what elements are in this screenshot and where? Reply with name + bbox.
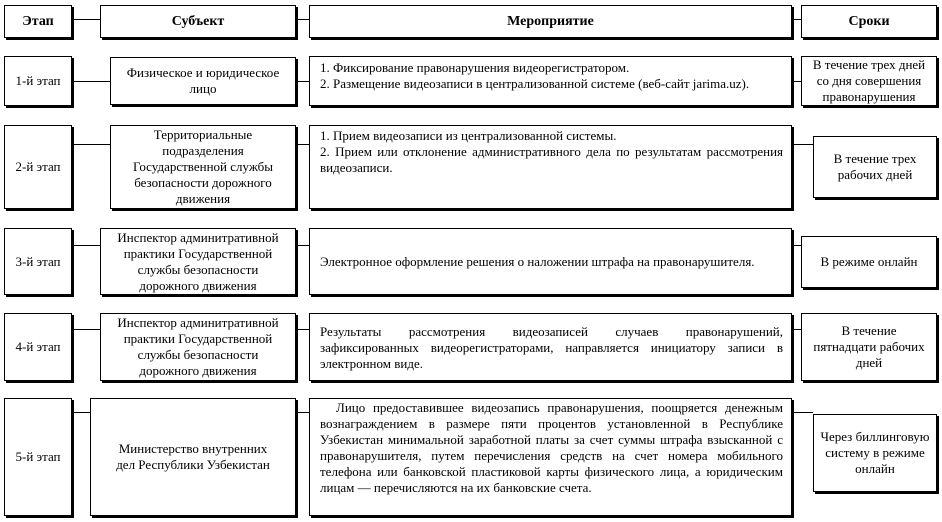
stage-label: 2-й этап: [15, 159, 61, 174]
subject-text: Территориальные подразделения Государственной службы безопасности дорожного движения: [132, 127, 273, 206]
row-connector: [74, 412, 90, 413]
measure-item: 2. Размещение видеозаписи в централизованной системе (веб-сайт jarima.uz).: [320, 76, 750, 91]
terms-text: В течение трех рабочих дней: [833, 151, 917, 182]
measure-cell: [309, 125, 792, 209]
row-connector: [74, 81, 110, 82]
header-measure: [309, 5, 792, 38]
row-connector: [74, 329, 100, 330]
measure-item: Электронное оформление решения о наложении штрафа на правонарушителя.: [320, 254, 755, 269]
measure-item: Лицо предоставившее видеозапись правонарушения, поощряется денежным вознаграждением в размере пяти процентов установленной в Республике Узбекистан минимальной заработной платы за счет суммы штрафа взысканной с правонарушителя, путем перечисления средств на счет номера мобильного телефона или банковской пластиковой карты физического лица, а юридическим лицам — перечисляются на их банковские счета.: [320, 400, 783, 495]
header-stage: [4, 5, 72, 38]
header-terms-label: Сроки: [848, 13, 890, 29]
header-subject: [100, 5, 296, 38]
terms-cell: [801, 313, 937, 381]
subject-cell: [100, 228, 296, 295]
measure-item: Результаты рассмотрения видеозаписей случаев правонарушений, зафиксированных видеорегистраторами, направляется инициатору записи в электронном виде.: [320, 323, 783, 371]
subject-text: Физическое и юридическое лицо: [126, 65, 280, 96]
subject-cell: [100, 313, 296, 381]
measure-cell: [309, 398, 792, 516]
header-subject-label: Субъект: [171, 13, 225, 29]
row-connector: [298, 329, 309, 330]
terms-cell: [813, 136, 937, 198]
header-connector: [298, 19, 309, 20]
stage-cell: [4, 125, 72, 209]
measure-cell: [309, 56, 792, 106]
header-connector: [794, 19, 801, 20]
row-connector: [794, 81, 801, 82]
stage-label: 3-й этап: [15, 253, 61, 269]
row-connector: [298, 245, 309, 246]
row-connector: [298, 144, 309, 145]
stage-label: 5-й этап: [15, 449, 61, 464]
measure-cell: [309, 228, 792, 295]
terms-text: В течение трех дней со дня совершения правонарушения: [812, 57, 926, 104]
row-connector: [794, 245, 801, 246]
subject-text: Министерство внутренних дел Республики Узбекистан: [116, 441, 270, 472]
subject-text: Инспектор админитративной практики Государственной службы безопасности дорожного движения: [117, 229, 279, 293]
header-stage-label: Этап: [22, 13, 54, 29]
measure-item: 1. Прием видеозаписи из централизованной системы.: [320, 128, 617, 143]
stage-cell: [4, 56, 72, 106]
terms-text: В течение пятнадцати рабочих дней: [813, 323, 925, 370]
subject-text: Инспектор админитративной практики Государственной службы безопасности дорожного движения: [117, 315, 279, 378]
row-connector: [298, 412, 309, 413]
header-measure-label: Мероприятие: [507, 13, 594, 29]
measure-item: 2. Прием или отклонение административного дела по результатам рассмотрения видеозаписи.: [320, 144, 783, 175]
row-connector: [74, 144, 110, 145]
terms-text: В режиме онлайн: [820, 254, 918, 269]
terms-cell: [813, 414, 937, 492]
stage-cell: [4, 398, 72, 516]
stage-cell: [4, 228, 72, 295]
terms-text: Через биллинговую систему в режиме онлайн: [820, 429, 930, 476]
row-connector: [74, 245, 100, 246]
subject-cell: [110, 125, 296, 209]
subject-cell: [90, 398, 296, 516]
header-terms: [801, 5, 937, 38]
subject-cell: [110, 57, 296, 105]
measure-cell: [309, 313, 792, 381]
terms-cell: [801, 56, 937, 106]
row-connector: [794, 329, 801, 330]
stage-cell: [4, 313, 72, 381]
header-connector: [74, 19, 100, 20]
row-connector: [794, 412, 813, 413]
row-connector: [298, 81, 309, 82]
row-connector: [794, 144, 813, 145]
measure-item: 1. Фиксирование правонарушения видеорегистратором.: [320, 60, 630, 75]
terms-cell: [801, 236, 937, 288]
stage-label: 4-й этап: [15, 339, 61, 354]
stage-label: 1-й этап: [15, 73, 61, 88]
